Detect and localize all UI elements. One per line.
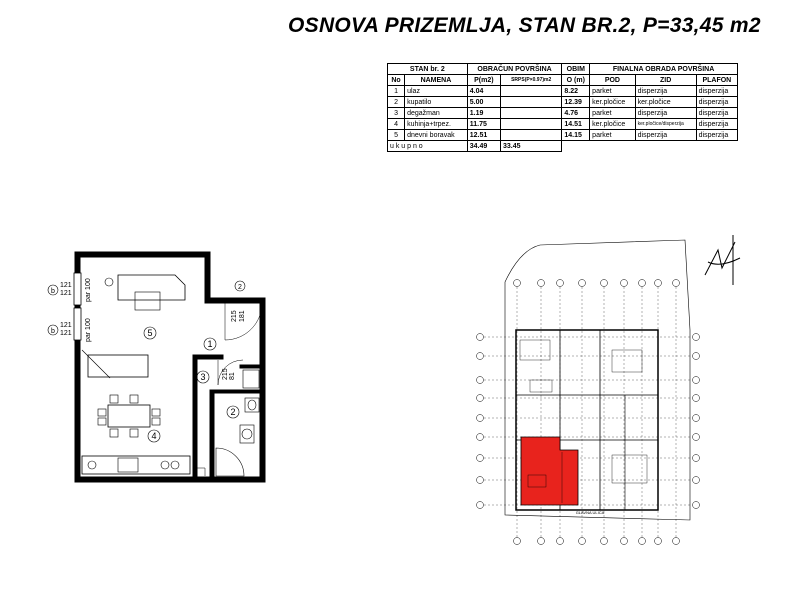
grid-bubble xyxy=(693,434,700,441)
room-5-label: 5 xyxy=(147,328,153,338)
window-dim: 121 xyxy=(60,290,72,297)
grid-bubble xyxy=(601,280,608,287)
grid-bubble xyxy=(639,538,646,545)
col-o: O (m) xyxy=(562,75,590,86)
grid-bubble xyxy=(693,477,700,484)
grid-bubble xyxy=(477,395,484,402)
door-dim: 81 xyxy=(229,372,236,380)
col-no: No xyxy=(388,75,405,86)
col-zid: ZID xyxy=(635,75,696,86)
grid-bubble xyxy=(557,538,564,545)
grid-bubble xyxy=(639,280,646,287)
grid-bubble xyxy=(693,334,700,341)
par-label: par 100 xyxy=(85,278,92,302)
grid-bubble xyxy=(655,280,662,287)
grid-bubble xyxy=(477,377,484,384)
table-finalna: FINALNA OBRADA POVRŠINA xyxy=(590,64,738,75)
col-namena: NAMENA xyxy=(405,75,468,86)
door-tag: 2 xyxy=(238,284,242,291)
grid-bubble xyxy=(693,395,700,402)
table-obim: OBIM xyxy=(562,64,590,75)
grid-bubble xyxy=(693,502,700,509)
window-tag-b: b xyxy=(51,328,55,335)
grid-bubble xyxy=(477,415,484,422)
grid-axes xyxy=(477,280,700,545)
table-total-row: u k u p n o 34.49 33.45 xyxy=(388,141,738,152)
grid-bubble xyxy=(655,538,662,545)
col-srps: SRPS(P×0.97)m2 xyxy=(500,75,561,86)
window-dim: 121 xyxy=(60,322,72,329)
grid-bubble xyxy=(514,280,521,287)
page-title: OSNOVA PRIZEMLJA, STAN BR.2, P=33,45 m2 xyxy=(288,14,761,37)
room-2-label: 2 xyxy=(230,407,236,417)
col-plafon: PLAFON xyxy=(696,75,737,86)
grid-bubble xyxy=(477,334,484,341)
table-row: 3 degažman 1.19 4.76 parket disperzija disperzija xyxy=(388,108,738,119)
door-dim: 181 xyxy=(239,310,246,322)
grid-bubble xyxy=(538,538,545,545)
grid-bubble xyxy=(477,353,484,360)
grid-bubble xyxy=(601,538,608,545)
door-dim: 215 xyxy=(231,310,238,322)
room-3-label: 3 xyxy=(200,372,206,382)
col-pod: POD xyxy=(590,75,635,86)
grid-bubble xyxy=(693,377,700,384)
grid-bubble xyxy=(538,280,545,287)
window-dim: 121 xyxy=(60,330,72,337)
apartment-2-highlight xyxy=(521,437,578,505)
grid-bubble xyxy=(579,538,586,545)
par-label: par 100 xyxy=(85,318,92,342)
grid-bubble xyxy=(673,538,680,545)
table-stan: STAN br. 2 xyxy=(388,64,468,75)
grid-bubble xyxy=(693,415,700,422)
table-row: 2 kupatilo 5.00 12.39 ker.pločice ker.pločice disperzija xyxy=(388,97,738,108)
grid-bubble xyxy=(477,434,484,441)
grid-bubble xyxy=(477,502,484,509)
table-row: 5 dnevni boravak 12.51 14.15 parket disperzija disperzija xyxy=(388,130,738,141)
room-4-label: 4 xyxy=(151,431,157,441)
table-row: 1 ulaz 4.04 8.22 parket disperzija disperzija xyxy=(388,86,738,97)
table-row: 4 kuhinja+trpez. 11.75 14.51 ker.pločice ker.pločice/disperzija disperzija xyxy=(388,119,738,130)
grid-bubble xyxy=(579,280,586,287)
grid-bubble xyxy=(477,477,484,484)
grid-bubble xyxy=(621,538,628,545)
grid-bubble xyxy=(621,280,628,287)
table-obracun: OBRAČUN POVRŠINA xyxy=(467,64,562,75)
window-dim: 121 xyxy=(60,282,72,289)
grid-bubble xyxy=(477,455,484,462)
grid-bubble xyxy=(514,538,521,545)
grid-bubble xyxy=(557,280,564,287)
grid-bubble xyxy=(673,280,680,287)
north-arrow-icon xyxy=(705,235,740,285)
street-label: GLAVNA ULICA xyxy=(575,510,605,515)
window-tag-b: b xyxy=(51,288,55,295)
col-p: P(m2) xyxy=(467,75,500,86)
grid-bubble xyxy=(693,455,700,462)
door-dim: 215 xyxy=(222,368,229,380)
room-1-label: 1 xyxy=(207,339,213,349)
grid-bubble xyxy=(693,353,700,360)
